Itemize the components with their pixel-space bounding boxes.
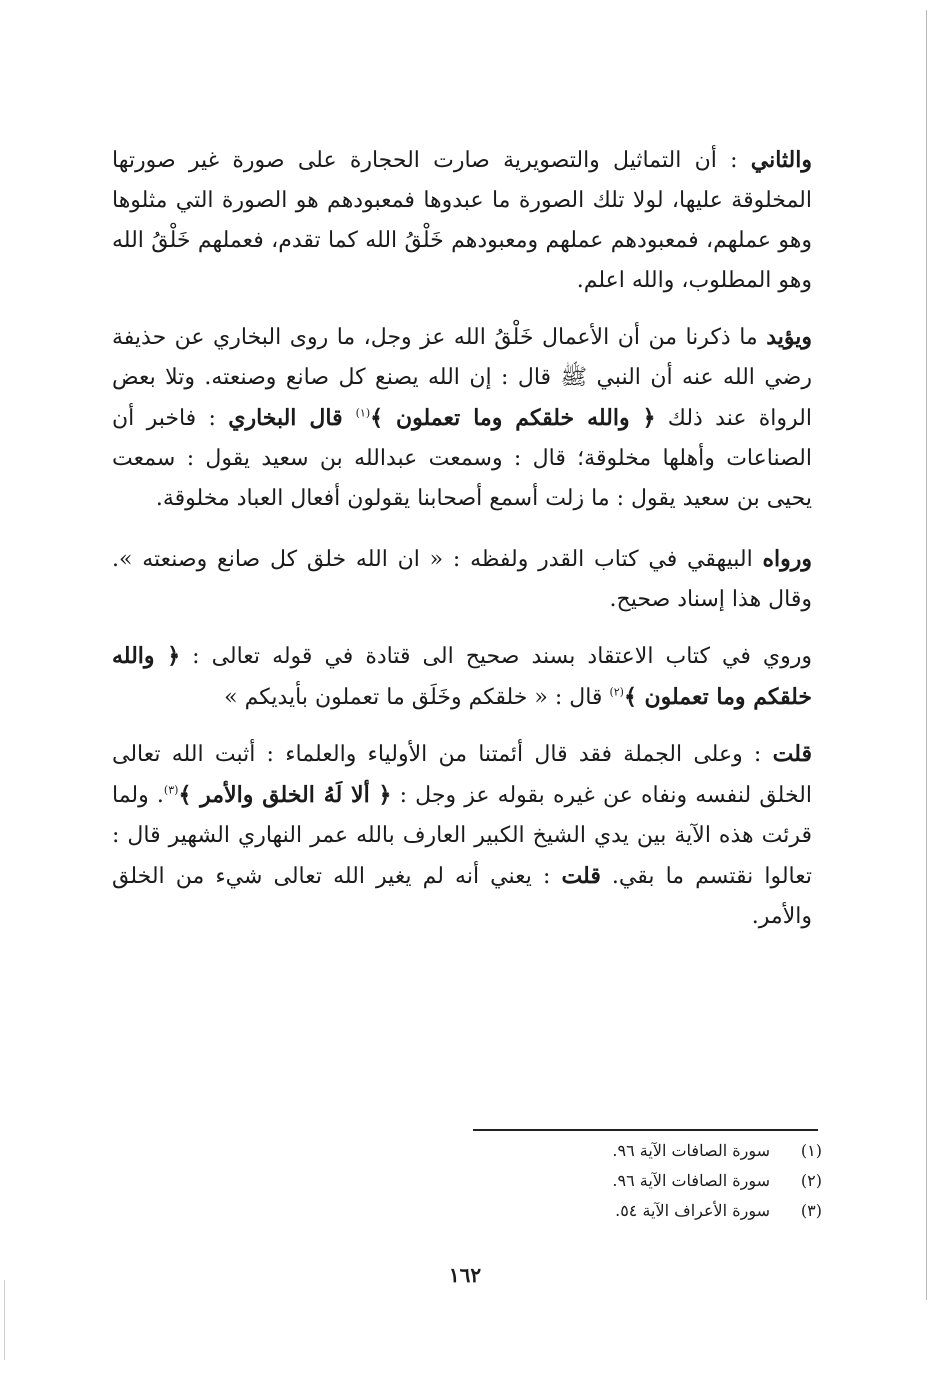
- paragraph-text: ما ذكرنا من أن الأعمال خَلْقُ الله عز وجل، ما روى البخاري عن حذيفة رضي الله عنه أن النبي ﷺ قال : إن الله يصنع كل صانع وصنعته. وتلا بعض الرواة عند ذلك: [112, 325, 812, 431]
- paragraph-text: قال : « خلقكم وخَلَق ما تعملون بأيديكم »: [224, 685, 610, 710]
- paragraph-lead: ويؤيد: [766, 324, 812, 350]
- footnote-item: [540, 1196, 822, 1226]
- footnote-text: سورة الصافات الآية ٩٦.: [612, 1141, 770, 1160]
- footnote-item: [540, 1136, 822, 1166]
- paragraph-5: [112, 734, 812, 937]
- paragraph-lead: قلت: [772, 741, 812, 767]
- footnote-divider: [473, 1129, 818, 1131]
- quran-quote: ﴿ والله خلقكم وما تعملون ﴾: [112, 643, 812, 710]
- quran-quote: ﴿ والله خلقكم وما تعملون ﴾: [370, 405, 656, 431]
- paragraph-3: [112, 539, 812, 620]
- footnote-ref: (٢): [609, 685, 624, 699]
- paragraph-lead: والثاني: [750, 147, 812, 173]
- page-edge-line-left: [4, 1280, 5, 1360]
- paragraph-lead-2: قلت: [561, 863, 601, 889]
- page-number: ١٦٢: [448, 1263, 482, 1287]
- paragraph-2: [112, 317, 812, 519]
- main-text: [112, 140, 812, 953]
- paragraph-4: [112, 636, 812, 718]
- quran-quote: ﴿ ألا لَهُ الخلق والأمر ﴾: [178, 782, 392, 808]
- footnote-text: سورة الصافات الآية ٩٦.: [612, 1171, 770, 1190]
- footnote-item: [540, 1166, 822, 1196]
- footnote-number: (٣): [800, 1201, 822, 1220]
- paragraph-lead-2: قال البخاري: [228, 405, 356, 431]
- paragraph-text: : أن التماثيل والتصويرية صارت الحجارة على صورة غير صورتها المخلوقة عليها، لولا تلك الصورة ما عبدوها فمعبودهم هو الصورة التي مثلوها وهو عملهم، فمعبودهم عملهم ومعبودهم خَلْقُ الله كما تقدم، فعملهم خَلْقُ الله وهو المطلوب، والله اعلم.: [112, 148, 812, 293]
- footnote-ref: (٣): [163, 783, 179, 797]
- footnote-number: (١): [800, 1141, 822, 1160]
- paragraph-text: : يعني أنه لم يغير الله تعالى شيء من الخلق والأمر.: [112, 864, 812, 929]
- footnotes: [540, 1136, 822, 1226]
- paragraph-text: . ولما قرئت هذه الآية بين يدي الشيخ الكبير العارف بالله عمر النهاري الشهير قال : تعالوا نقتسم ما بقي.: [112, 783, 812, 889]
- paragraph-text: : فاخبر أن الصناعات وأهلها مخلوقة؛ قال : وسمعت عبدالله بن سعيد يقول : سمعت يحيى بن سعيد يقول : ما زلت أسمع أصحابنا يقولون أفعال العباد مخلوقة.: [112, 406, 812, 511]
- footnote-ref: (١): [355, 406, 371, 420]
- paragraph-text: البيهقي في كتاب القدر ولفظه : « ان الله خلق كل صانع وصنعته ». وقال هذا إسناد صحيح.: [112, 547, 812, 612]
- paragraph-1: [112, 140, 812, 301]
- page-edge-line: [926, 10, 927, 1300]
- paragraph-text: وروي في كتاب الاعتقاد بسند صحيح الى قتادة في قوله تعالى :: [180, 644, 813, 669]
- footnote-text: سورة الأعراف الآية ٥٤.: [615, 1201, 770, 1220]
- paragraph-lead: ورواه: [762, 546, 812, 572]
- paragraph-text: : وعلى الجملة فقد قال أئمتنا من الأولياء والعلماء : أثبت الله تعالى الخلق لنفسه ونفاه عن غيره بقوله عز وجل :: [112, 742, 812, 808]
- footnote-number: (٢): [800, 1171, 822, 1190]
